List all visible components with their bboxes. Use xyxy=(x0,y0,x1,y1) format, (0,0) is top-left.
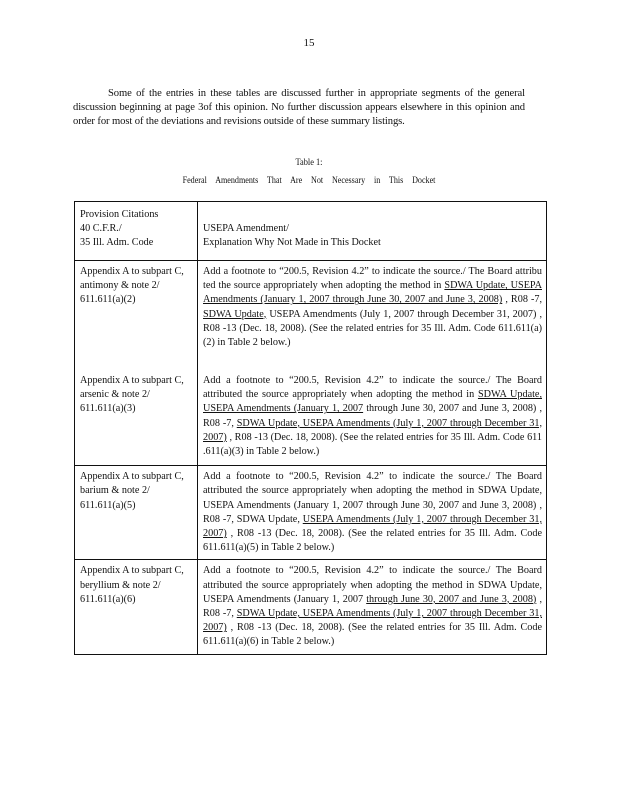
amendments-table xyxy=(74,201,547,655)
citation-barium: Appendix A to subpart C, barium & note 2/ 611.611(a)(5) xyxy=(75,466,198,560)
table-title: Table 1: xyxy=(295,158,323,168)
table-row xyxy=(75,560,547,654)
table-caption: Federal Amendments That Are Not Necessary in This Docket xyxy=(182,176,436,186)
explanation-barium: Add a footnote to “200.5, Revision 4.2” to indicate the source./ The Board attributed the source appropriately when adopting the method in SDWA Update, USEPA Amendments (January 1, 2007 through June 30, 2007 and June 3, 2008) , R08 -7, SDWA Update, USEPA Amendments (July 1, 2007 through December 31, 2007) , R08 -13 (Dec. 18, 2008). (See the related entries for 35 Ill. Adm. Code 611.611(a)(5) in Table 2 below.) xyxy=(198,466,547,560)
citation-arsenic: Appendix A to subpart C, arsenic & note 2/ 611.611(a)(3) xyxy=(80,375,184,415)
header-provision-citations: Provision Citations 40 C.F.R./ 35 Ill. Adm. Code xyxy=(75,202,198,261)
page-number: 15 xyxy=(303,37,315,49)
explanation-antimony: Add a footnote to “200.5, Revision 4.2” to indicate the source./ The Board attribu ted the source appropriately when adopting the method in SDWA Update, USEPA Amendments (January 1, 2007 through June 30, 2007 and June 3, 2008) , R08 -7, SDWA Update, USEPA Amendments (July 1, 2007 through December 31, 2007) , R08 -13 (Dec. 18, 2008). (See the related entries for 35 Ill. Adm. Code 611.611(a)(2) in Table 2 below.) xyxy=(203,266,543,349)
header-usepa-amendment: USEPA Amendment/ Explanation Why Not Made in This Docket xyxy=(198,202,547,261)
table-row xyxy=(75,261,547,466)
explanation-arsenic: Add a footnote to “200.5, Revision 4.2” to indicate the source./ The Board attributed the source appropriately when adopting the method in SDWA Update, USEPA Amendments (January 1, 2007 through June 30, 2007 and June 3, 2008) , R08 -7, SDWA Update, USEPA Amendments (July 1, 2007 through December 31, 2007) , R08 -13 (Dec. 18, 2008). (See the related entries for 35 Ill. Adm. Code 611 .611(a)(3) in Table 2 below.) xyxy=(203,375,542,458)
intro-paragraph: Some of the entries in these tables are discussed further in appropriate segments of the general discussion beginning at page 3of this opinion. No further discussion appears elsewhere in this opinion and order for most of the deviations and revisions outside of these summary listings. xyxy=(73,88,525,127)
citation-antimony: Appendix A to subpart C, antimony & note 2/ 611.611(a)(2) xyxy=(80,266,184,306)
explanation-cell xyxy=(198,261,547,466)
table-row xyxy=(75,466,547,560)
citation-cell xyxy=(75,261,198,466)
table-header-row xyxy=(75,202,547,261)
citation-beryllium: Appendix A to subpart C, beryllium & note 2/ 611.611(a)(6) xyxy=(75,560,198,654)
explanation-beryllium: Add a footnote to “200.5, Revision 4.2” to indicate the source./ The Board attributed the source appropriately when adopting the method in SDWA Update, USEPA Amendments (January 1, 2007 through June 30, 2007 and June 3, 2008) , R08 -7, SDWA Update, USEPA Amendments (July 1, 2007 through December 31, 2007) , R08 -13 (Dec. 18, 2008). (See the related entries for 35 Ill. Adm. Code 611.611(a)(6) in Table 2 below.) xyxy=(198,560,547,654)
